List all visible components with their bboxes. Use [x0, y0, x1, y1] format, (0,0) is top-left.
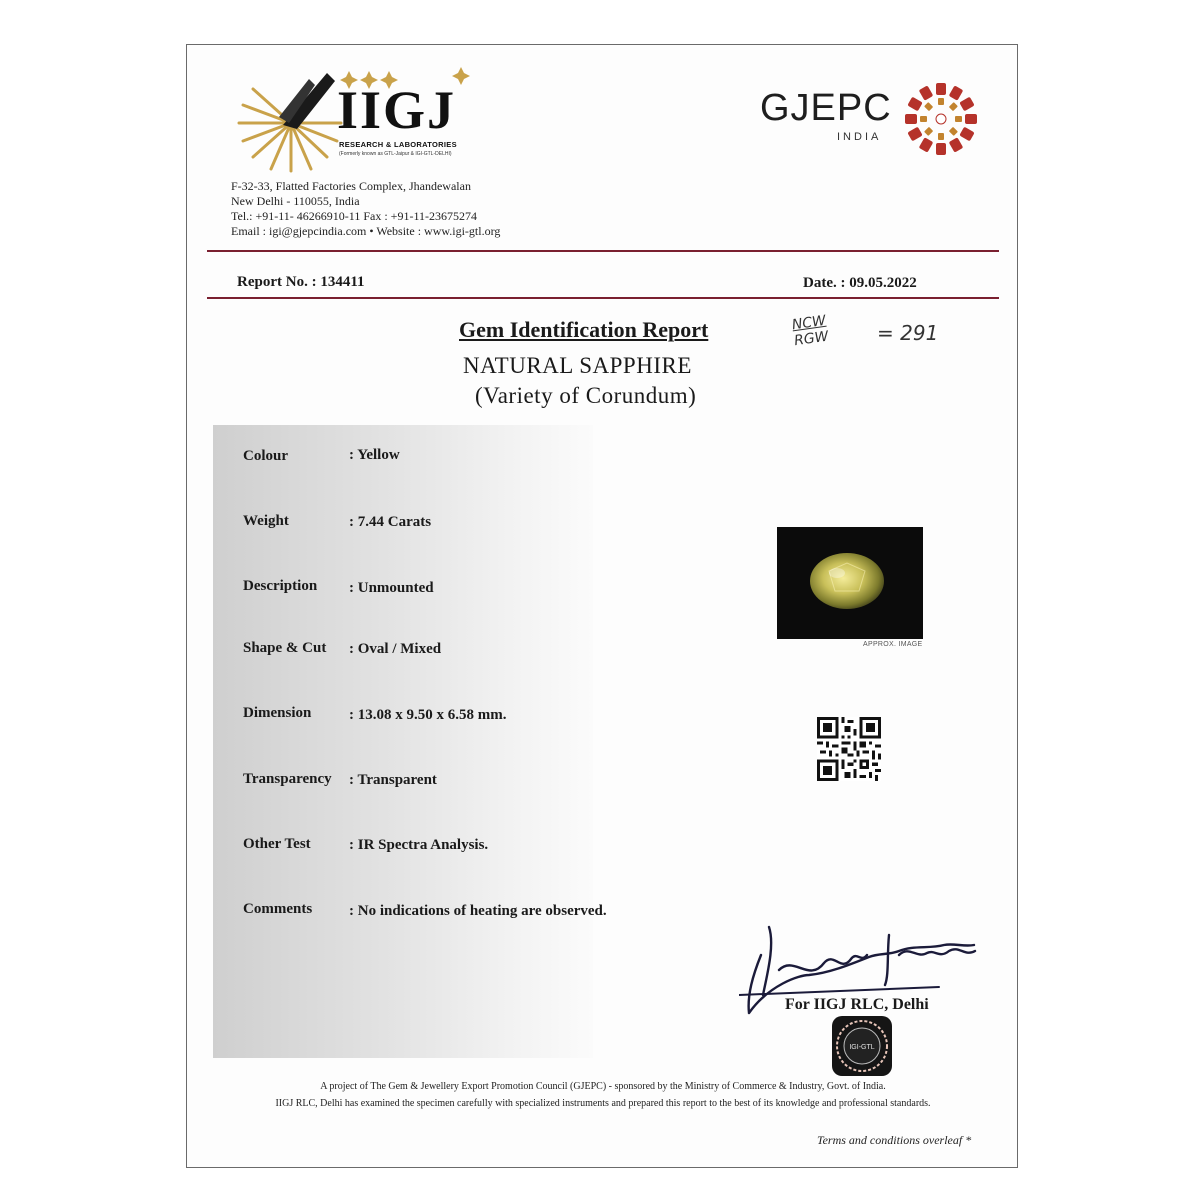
handwritten-value: = 291 — [877, 321, 939, 345]
description-label: Description — [243, 578, 318, 594]
colour-label: Colour — [243, 448, 288, 464]
weight-value: : 7.44 Carats — [349, 514, 432, 530]
other-test-value: : IR Spectra Analysis. — [349, 837, 489, 853]
certificate-page — [186, 44, 1018, 1168]
transparency-label: Transparency — [243, 771, 332, 787]
handwritten-note-bottom: RGW — [793, 328, 830, 350]
phone-fax-line: Tel.: +91-11- 46266910-11 Fax : +91-11-23675274 — [231, 209, 477, 223]
shape-cut-label: Shape & Cut — [243, 640, 327, 656]
address-line-2: New Delhi - 110055, India — [231, 194, 360, 208]
gjepc-logo-text: GJEPC — [760, 87, 892, 129]
comments-label: Comments — [243, 901, 313, 917]
handwritten-note-top: NCW — [790, 312, 827, 334]
shape-cut-value: : Oval / Mixed — [349, 641, 442, 657]
report-divider — [207, 297, 999, 299]
description-value: : Unmounted — [349, 580, 434, 596]
seal-text: IGI-GTL — [849, 1044, 875, 1051]
header-divider — [207, 250, 999, 252]
yellow-sapphire-image — [777, 527, 923, 639]
iigj-tagline: RESEARCH & LABORATORIES — [339, 140, 457, 149]
iigj-formerly: (Formerly known as GTL-Jaipur & IGI-GTL-DELHI) — [339, 151, 452, 157]
colour-value: : Yellow — [349, 447, 400, 463]
comments-value: : No indications of heating are observed. — [349, 903, 607, 919]
report-number: Report No. : 134411 — [237, 274, 365, 290]
gem-photo — [777, 527, 923, 639]
other-test-label: Other Test — [243, 836, 311, 852]
transparency-value: : Transparent — [349, 772, 437, 788]
footer-disclaimer-line: IIGJ RLC, Delhi has examined the specimen carefully with specialized instruments and prepared this report to the best of its knowledge and professional standards. — [275, 1098, 931, 1109]
dimension-value: : 13.08 x 9.50 x 6.58 mm. — [349, 707, 507, 723]
weight-label: Weight — [243, 513, 289, 529]
address-line-1: F-32-33, Flatted Factories Complex, Jhandewalan — [231, 179, 471, 193]
dimension-label: Dimension — [243, 705, 312, 721]
footer-project-line: A project of The Gem & Jewellery Export Promotion Council (GJEPC) - sponsored by the Ministry of Commerce & Industry, Govt. of India. — [320, 1081, 886, 1092]
report-date: Date. : 09.05.2022 — [803, 275, 917, 291]
gem-variety: (Variety of Corundum) — [475, 383, 697, 408]
email-website-line: Email : igi@gjepcindia.com • Website : www.igi-gtl.org — [231, 224, 501, 238]
signatory-org: For IIGJ RLC, Delhi — [785, 996, 929, 1013]
qr-code[interactable] — [817, 717, 881, 781]
image-caption: APPROX. IMAGE — [863, 641, 923, 648]
report-title: Gem Identification Report — [459, 317, 709, 342]
terms-link[interactable]: Terms and conditions overleaf * — [817, 1133, 972, 1147]
igi-gtl-seal-icon — [829, 1013, 895, 1079]
iigj-logo-text: IIGJ — [337, 80, 457, 140]
gjepc-emblem-icon — [903, 81, 979, 157]
handwritten-note — [791, 313, 830, 349]
gem-name: NATURAL SAPPHIRE — [463, 353, 692, 378]
gjepc-country: INDIA — [837, 131, 882, 143]
